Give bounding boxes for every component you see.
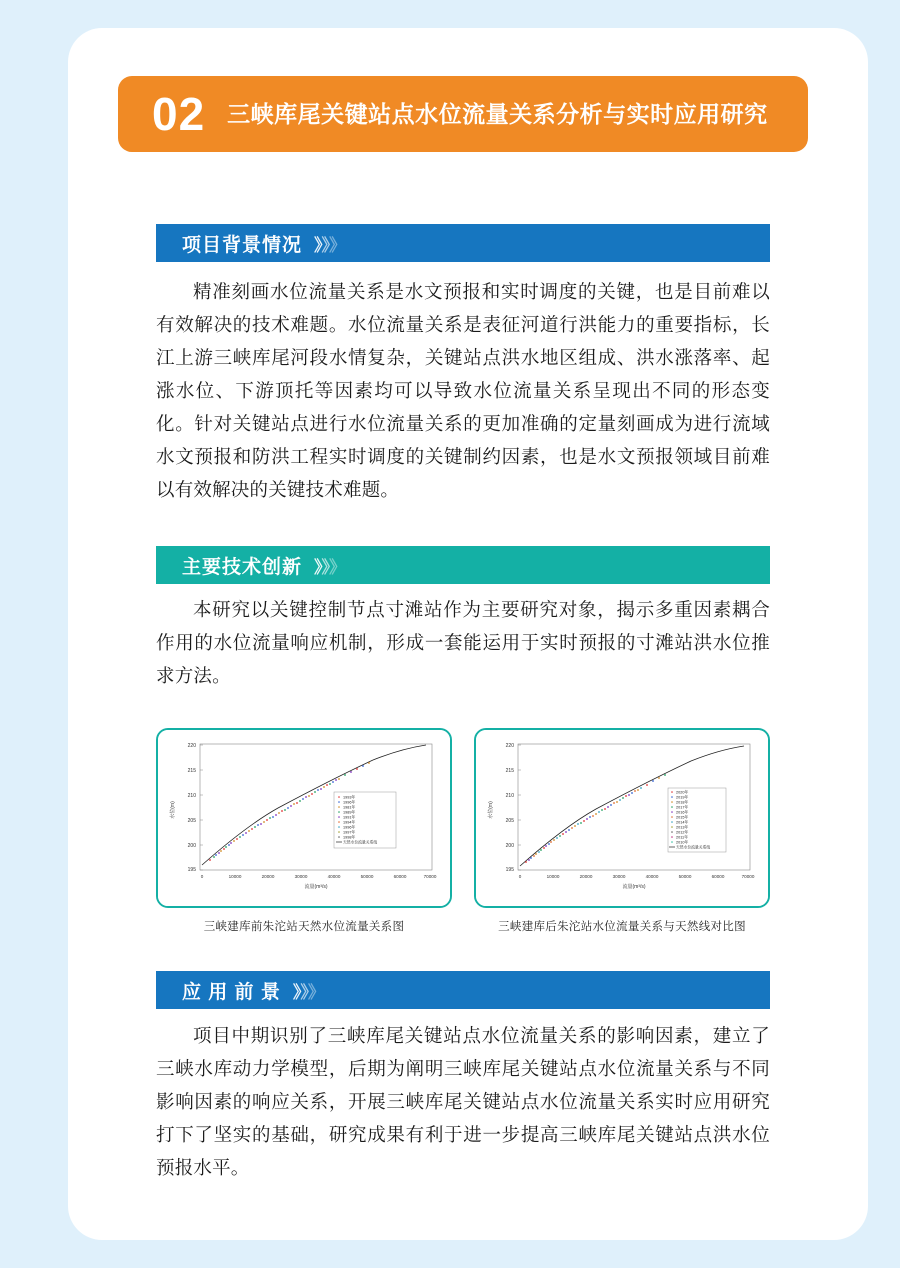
section-number: 02: [152, 88, 206, 140]
svg-text:205: 205: [505, 818, 514, 824]
svg-text:60000: 60000: [393, 874, 407, 879]
svg-text:1991年: 1991年: [343, 815, 356, 820]
svg-text:50000: 50000: [360, 874, 374, 879]
svg-text:2014年: 2014年: [676, 820, 689, 825]
chevron-right-icon: 》》》: [314, 235, 346, 255]
svg-text:205: 205: [187, 818, 196, 824]
svg-text:1996年: 1996年: [343, 825, 356, 830]
svg-text:0: 0: [200, 874, 204, 879]
svg-text:10000: 10000: [546, 874, 560, 879]
chevron-right-icon: 》》》: [314, 557, 346, 577]
svg-text:210: 210: [505, 793, 514, 799]
svg-text:2011年: 2011年: [676, 835, 688, 840]
svg-text:40000: 40000: [645, 874, 659, 879]
svg-text:2015年: 2015年: [676, 815, 689, 820]
svg-text:天然水位流量关系线: 天然水位流量关系线: [343, 840, 378, 845]
svg-text:1994年: 1994年: [343, 820, 356, 825]
svg-text:195: 195: [187, 867, 196, 873]
svg-text:10000: 10000: [228, 874, 242, 879]
section-title-3: 应 用 前 景: [182, 981, 281, 1003]
svg-text:2016年: 2016年: [676, 810, 689, 815]
svg-text:20000: 20000: [579, 874, 593, 879]
svg-text:1996年: 1996年: [343, 800, 356, 805]
svg-text:50000: 50000: [678, 874, 692, 879]
svg-text:1997年: 1997年: [343, 830, 356, 835]
svg-text:1981年: 1981年: [343, 805, 356, 810]
figure-row: [156, 728, 770, 934]
svg-text:20000: 20000: [261, 874, 275, 879]
svg-text:2017年: 2017年: [676, 805, 689, 810]
header-banner: [118, 76, 808, 152]
figure-1-caption: 三峡建库前朱沱站天然水位流量关系图: [203, 921, 405, 933]
svg-text:70000: 70000: [423, 874, 437, 879]
figure-1-frame: [156, 728, 452, 908]
svg-text:1998年: 1998年: [343, 835, 356, 840]
chart-scatter-natural: [158, 730, 450, 906]
section-body-2: 本研究以关键控制节点寸滩站作为主要研究对象，揭示多重因素耦合作用的水位流量响应机制，形成一套能运用于实时预报的寸滩站洪水位推求方法。: [156, 599, 770, 686]
figure-1: [156, 728, 452, 934]
svg-text:215: 215: [505, 768, 514, 774]
section-body-1: 精准刻画水位流量关系是水文预报和实时调度的关键，也是目前难以有效解决的技术难题。水位流量关系是表征河道行洪能力的重要指标，长江上游三峡库尾河段水情复杂，关键站点洪水地区组成、洪水涨落率、起涨水位、下游顶托等因素均可以导致水位流量关系呈现出不同的形态变化。针对关键站点进行水位流量关系的更加准确的定量刻画成为进行流域水文预报和防洪工程实时调度的关键制约因素，也是水文预报领域目前难以有效解决的关键技术难题。: [156, 281, 770, 500]
svg-text:流量(m³/s): 流量(m³/s): [304, 884, 328, 890]
svg-text:天然水位流量关系线: 天然水位流量关系线: [676, 845, 711, 850]
svg-text:2020年: 2020年: [676, 790, 689, 795]
svg-text:2019年: 2019年: [676, 795, 689, 800]
svg-text:60000: 60000: [711, 874, 725, 879]
svg-text:2010年: 2010年: [676, 840, 689, 845]
page-card: [68, 28, 868, 1240]
svg-text:210: 210: [187, 793, 196, 799]
svg-text:215: 215: [187, 768, 196, 774]
svg-text:2012年: 2012年: [676, 830, 689, 835]
svg-text:1989年: 1989年: [343, 810, 356, 815]
section-title-1: 项目背景情况: [182, 234, 303, 256]
section-header-background: [156, 971, 770, 1009]
svg-text:200: 200: [187, 843, 196, 849]
svg-text:2013年: 2013年: [676, 825, 689, 830]
figure-2-frame: [474, 728, 770, 908]
svg-text:30000: 30000: [612, 874, 626, 879]
svg-text:水位(m): 水位(m): [488, 801, 494, 819]
svg-text:30000: 30000: [294, 874, 308, 879]
chevron-right-icon: 》》》: [292, 982, 324, 1002]
svg-text:流量(m³/s): 流量(m³/s): [622, 884, 646, 890]
svg-text:0: 0: [518, 874, 522, 879]
svg-text:水位(m): 水位(m): [170, 801, 176, 819]
svg-text:220: 220: [505, 743, 514, 749]
page-title: 三峡库尾关键站点水位流量关系分析与实时应用研究: [227, 100, 768, 127]
section-header-background: [156, 224, 770, 262]
svg-text:2018年: 2018年: [676, 800, 689, 805]
section-title-2: 主要技术创新: [182, 556, 303, 578]
svg-text:40000: 40000: [327, 874, 341, 879]
figure-2-caption: 三峡建库后朱沱站水位流量关系与天然线对比图: [498, 921, 746, 933]
section-header-background: [156, 546, 770, 584]
svg-text:70000: 70000: [741, 874, 755, 879]
svg-text:200: 200: [505, 843, 514, 849]
figure-2: [474, 728, 770, 934]
svg-text:1993年: 1993年: [343, 795, 356, 800]
svg-text:220: 220: [187, 743, 196, 749]
chart-scatter-postdam: [476, 730, 768, 906]
svg-text:195: 195: [505, 867, 514, 873]
section-body-3: 项目中期识别了三峡库尾关键站点水位流量关系的影响因素，建立了三峡水库动力学模型，后期为阐明三峡库尾关键站点水位流量关系与不同影响因素的响应关系，开展三峡库尾关键站点水位流量关系实时应用研究打下了坚实的基础，研究成果有利于进一步提高三峡库尾关键站点洪水位预报水平。: [156, 1025, 770, 1178]
